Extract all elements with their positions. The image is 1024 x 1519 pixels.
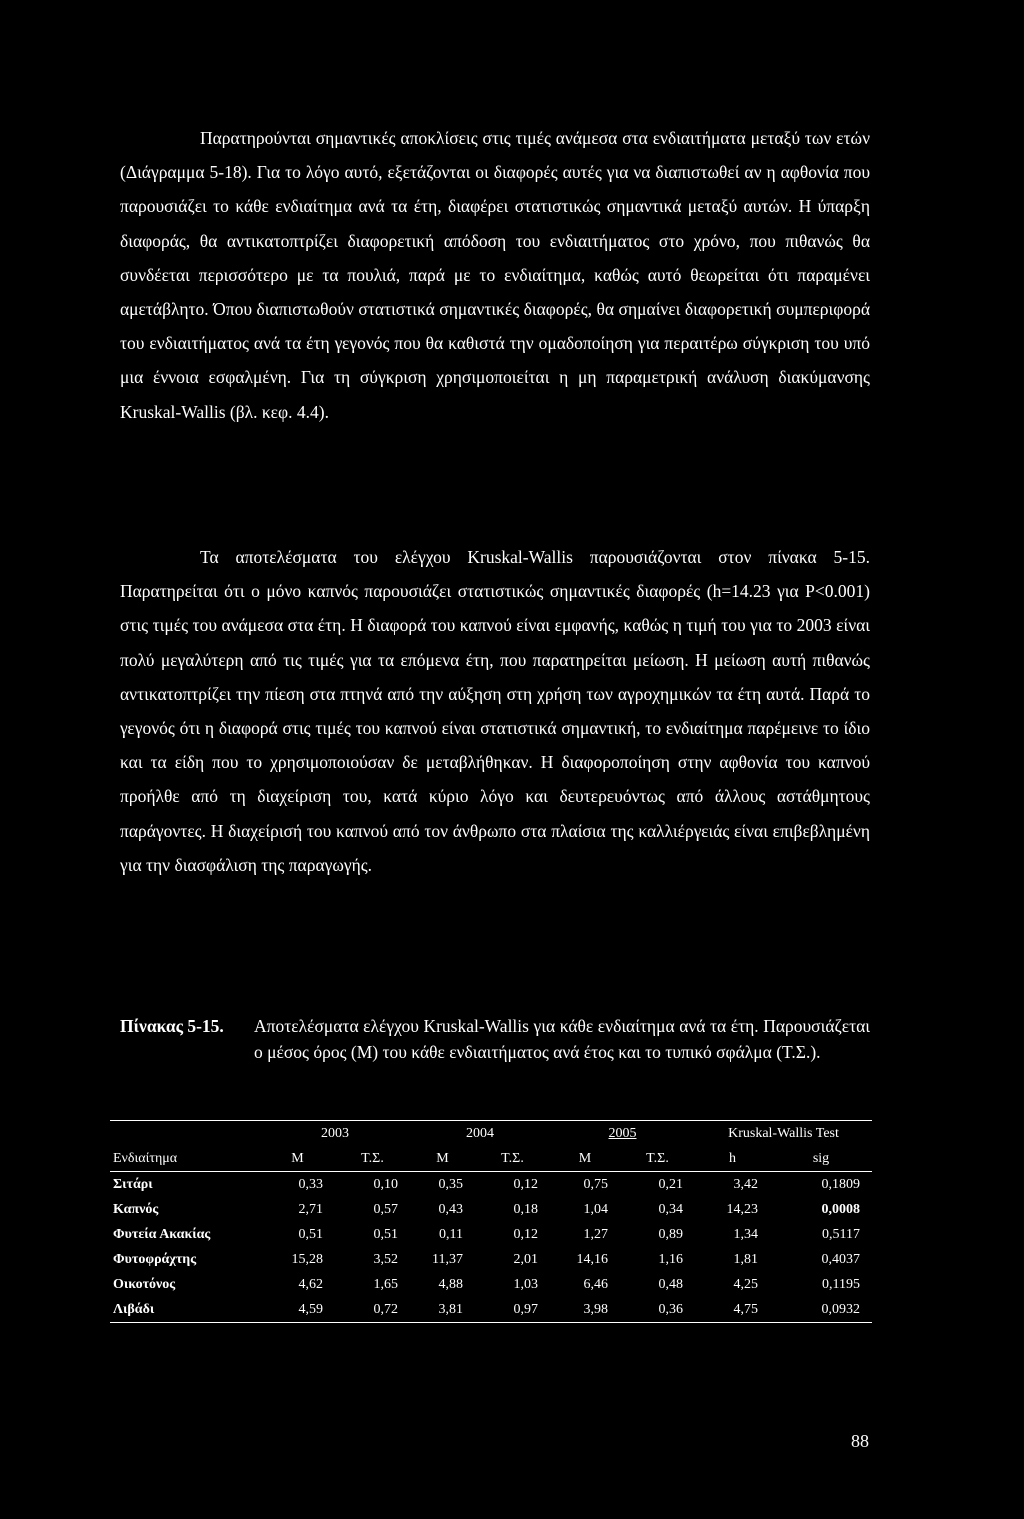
body-paragraph-1: Παρατηρούνται σημαντικές αποκλίσεις στις τιμές ανάμεσα στα ενδιαιτήματα μεταξύ των ετών (Διάγραμμα 5-18). Για το λόγο αυτό, εξετάζονται οι διαφορές αυτές για να διαπιστωθεί αν η αφθονία που παρουσιάζει το κάθε ενδιαίτημα ανά τα έτη, διαφέρει στατιστικώς σημαντικά μεταξύ αυτών. Η ύπαρξη διαφοράς, θα αντικατοπτρίζει διαφορετική απόδοση του ενδιαιτήματος στο χρόνο, που πιθανώς θα συνδέεται περισσότερο με τα πουλιά, παρά με το ενδιαίτημα, καθώς αυτό θεωρείται ότι παραμένει αμετάβλητο. Όπου διαπιστωθούν στατιστικά σημαντικές διαφορές, θα σημαίνει διαφορετική συμπεριφορά του ενδιαιτήματος ανά τα έτη γεγονός που θα καθιστά την ομαδοποίηση για περαιτέρω σύγκριση του υπό μια έννοια εσφαλμένη. Για τη σύγκριση χρησιμοποιείται η μη παραμετρική ανάλυση διακύμανσης Kruskal-Wallis (βλ. κεφ. 4.4).: [120, 128, 870, 422]
table-row: [110, 1272, 872, 1297]
cell-value: 6,46: [583, 1276, 608, 1292]
cell-value: 1,34: [733, 1226, 758, 1242]
cell-value: 0,51: [298, 1226, 323, 1242]
cell-value: 0,48: [658, 1276, 683, 1292]
cell-value: 0,4037: [821, 1251, 860, 1267]
cell-value: 3,52: [373, 1251, 398, 1267]
table-row: [110, 1247, 872, 1272]
cell-value: 4,88: [438, 1276, 463, 1292]
cell-value: 14,16: [576, 1251, 608, 1267]
group-header-2004: 2004: [466, 1125, 494, 1141]
cell-value: 0,36: [620, 1297, 695, 1323]
cell-value: 3,98: [550, 1297, 620, 1323]
column-header-habitat: Ενδιαίτημα: [110, 1146, 260, 1172]
cell-value: 0,43: [438, 1201, 463, 1217]
table-row: [110, 1297, 872, 1323]
cell-value: 14,23: [726, 1201, 758, 1217]
cell-value: 1,04: [583, 1201, 608, 1217]
column-header-sig: sig: [770, 1146, 872, 1172]
table-caption-text: Αποτελέσματα ελέγχου Kruskal-Wallis για κάθε ενδιαίτημα ανά τα έτη. Παρουσιάζεται ο μέσος όρος (Μ) του κάθε ενδιαιτήματος ανά έτος και το τυπικό σφάλμα (Τ.Σ.).: [254, 1016, 870, 1062]
cell-value: 0,89: [658, 1226, 683, 1242]
cell-value: 0,57: [373, 1201, 398, 1217]
cell-value: 0,21: [658, 1176, 683, 1192]
results-table: [110, 1120, 872, 1323]
column-header-se-2004: Τ.Σ.: [475, 1146, 550, 1172]
cell-value: 1,27: [583, 1226, 608, 1242]
cell-value: 0,51: [373, 1226, 398, 1242]
column-header-m-2005: Μ: [550, 1146, 620, 1172]
row-habitat-name: Οικοτόνος: [113, 1276, 176, 1292]
cell-value: 1,16: [658, 1251, 683, 1267]
cell-value: 2,01: [513, 1251, 538, 1267]
cell-value: 0,97: [475, 1297, 550, 1323]
column-header-se-2005: Τ.Σ.: [620, 1146, 695, 1172]
column-header-h: h: [695, 1146, 770, 1172]
cell-value: 11,37: [432, 1251, 463, 1267]
page-number: 88: [851, 1431, 869, 1451]
cell-value: 1,65: [373, 1276, 398, 1292]
body-paragraph-2: Τα αποτελέσματα του ελέγχου Kruskal-Wallis παρουσιάζονται στον πίνακα 5-15. Παρατηρείται ότι ο μόνο καπνός παρουσιάζει στατιστικώς σημαντικές διαφορές (h=14.23 για P<0.001) στις τιμές του ανάμεσα στα έτη. Η διαφορά του καπνού είναι εμφανής, καθώς η τιμή του για το 2003 είναι πολύ μεγαλύτερη από τις τιμές για τα επόμενα έτη, που παρατηρείται μείωση. Η μείωση αυτή πιθανώς αντικατοπτρίζει την πίεση στα πτηνά από την αύξηση στη χρήση των αγροχημικών τα έτη αυτά. Παρά το γεγονός ότι η διαφορά στις τιμές του καπνού είναι στατιστικά σημαντική, το ενδιαίτημα παρέμεινε το ίδιο και τα είδη που το χρησιμοποιούσαν δε μεταβλήθηκαν. Η διαφοροποίηση στην αφθονία του καπνού προήλθε από τη διαχείριση του, κατά κύριο λόγο και δευτερευόντως από άλλους αστάθμητους παράγοντες. Η διαχείρισή του καπνού από τον άνθρωπο στα πλαίσια της καλλιέργειάς είναι επιβεβλημένη για την διασφάλιση της παραγωγής.: [120, 547, 870, 875]
group-header-kruskal-wallis: Kruskal-Wallis Test: [728, 1125, 839, 1141]
cell-value: 0,35: [438, 1176, 463, 1192]
table-group-header-row: [110, 1121, 872, 1147]
cell-value: 0,72: [335, 1297, 410, 1323]
group-header-2005: 2005: [608, 1125, 637, 1141]
cell-value: 15,28: [291, 1251, 323, 1267]
cell-value-significant: 0,0008: [821, 1201, 860, 1217]
cell-value: 4,25: [733, 1276, 758, 1292]
cell-value: 4,59: [260, 1297, 335, 1323]
cell-value: 4,62: [298, 1276, 323, 1292]
cell-value: 0,12: [513, 1176, 538, 1192]
column-header-m-2004: Μ: [410, 1146, 475, 1172]
cell-value: 0,1195: [822, 1276, 860, 1292]
row-habitat-name: Σιτάρι: [113, 1176, 153, 1192]
cell-value: 0,34: [658, 1201, 683, 1217]
column-header-m-2003: Μ: [260, 1146, 335, 1172]
cell-value: 0,1809: [821, 1176, 860, 1192]
group-header-2003: 2003: [321, 1125, 349, 1141]
table-row: [110, 1172, 872, 1198]
row-habitat-name: Φυτεία Ακακίας: [113, 1226, 211, 1242]
row-habitat-name: Λιβάδι: [110, 1297, 260, 1323]
row-habitat-name: Καπνός: [113, 1201, 159, 1217]
table-column-header-row: [110, 1146, 872, 1172]
cell-value: 3,81: [410, 1297, 475, 1323]
cell-value: 0,12: [513, 1226, 538, 1242]
cell-value: 0,11: [439, 1226, 463, 1242]
cell-value: 3,42: [733, 1176, 758, 1192]
cell-value: 0,33: [298, 1176, 323, 1192]
cell-value: 1,81: [733, 1251, 758, 1267]
cell-value: 0,10: [373, 1176, 398, 1192]
table-row: [110, 1197, 872, 1222]
cell-value: 4,75: [695, 1297, 770, 1323]
column-header-se-2003: Τ.Σ.: [335, 1146, 410, 1172]
table-row: [110, 1222, 872, 1247]
cell-value: 0,18: [513, 1201, 538, 1217]
table-caption: [120, 1013, 870, 1065]
cell-value: 2,71: [298, 1201, 323, 1217]
row-habitat-name: Φυτοφράχτης: [113, 1251, 197, 1267]
cell-value: 1,03: [513, 1276, 538, 1292]
cell-value: 0,0932: [770, 1297, 872, 1323]
table-caption-label: Πίνακας 5-15.: [120, 1016, 224, 1036]
cell-value: 0,75: [583, 1176, 608, 1192]
cell-value: 0,5117: [822, 1226, 860, 1242]
